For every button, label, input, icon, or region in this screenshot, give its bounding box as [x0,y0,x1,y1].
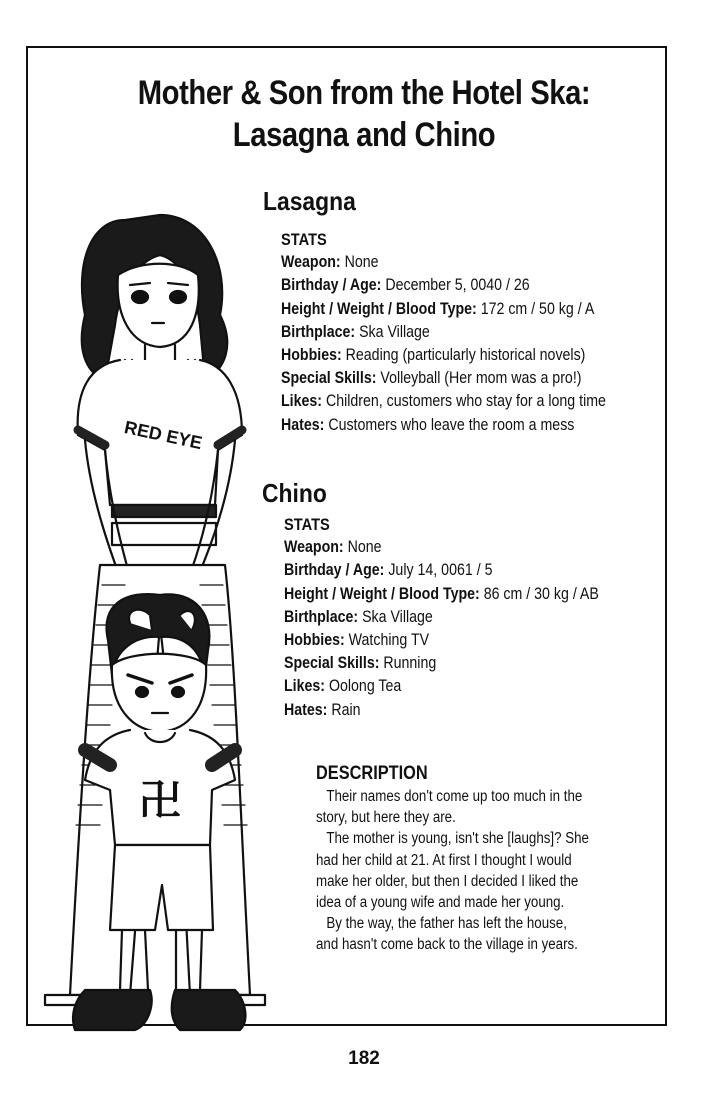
stat-value: Oolong Tea [325,677,402,696]
stat-value: Rain [327,700,361,719]
stat-label: Weapon: [284,538,344,557]
stat-label: Special Skills: [284,654,380,673]
stat-row [281,390,606,413]
lasagna-stats-heading: STATS [281,230,327,249]
stat-value: Volleyball (Her mom was a pro!) [376,369,582,388]
stat-label: Special Skills: [281,369,377,388]
boy-shirt-glyph: 卍 [138,776,182,825]
description-block [316,762,608,956]
stat-row [284,559,599,582]
stat-value: None [340,253,379,272]
stat-value: Running [379,654,437,673]
chino-stats-heading: STATS [284,515,330,534]
stat-row [281,367,606,390]
stat-label: Hobbies: [284,631,345,650]
stat-row [284,699,599,722]
stat-value: Watching TV [344,631,430,650]
title-line-1: Mother & Son from the Hotel Ska: [137,74,591,112]
stat-row [284,652,599,675]
chino-name: Chino [262,478,327,508]
page-number: 182 [348,1048,380,1069]
stat-row [284,629,599,652]
stat-value: Ska Village [358,607,433,626]
stat-label: Birthplace: [284,607,359,626]
description-line: By the way, the father has left the house, [326,915,567,933]
chino-stats [284,513,599,722]
stat-value: Ska Village [355,322,430,341]
stat-label: Likes: [281,392,323,411]
stat-value: December 5, 0040 / 26 [381,276,530,295]
description-line: had her child at 21. At first I thought I would [316,851,572,869]
page-title [51,72,677,156]
stat-row [284,606,599,629]
stat-row [284,675,599,698]
title-line-2: Lasagna and Chino [232,116,496,154]
description-line: and hasn't come back to the village in years. [316,936,578,954]
stat-row [281,251,606,274]
description-line: story, but here they are. [316,809,456,827]
lasagna-name: Lasagna [263,186,356,216]
stat-label: Height / Weight / Blood Type: [281,299,477,318]
stat-label: Hates: [281,415,325,434]
stat-value: Children, customers who stay for a long time [322,392,606,411]
stat-label: Height / Weight / Blood Type: [284,584,480,603]
shirt-logo: RED EYE [122,417,204,454]
stat-value: 86 cm / 30 kg / AB [479,584,599,603]
stat-row [281,298,606,321]
stat-row [281,344,606,367]
stat-row [284,536,599,559]
lasagna-stats [281,228,606,437]
character-illustration [30,205,270,1035]
stat-label: Birthday / Age: [284,561,385,580]
stat-row [281,274,606,297]
stat-value: None [343,538,382,557]
description-line: Their names don't come up too much in the [326,788,583,805]
stat-value: Customers who leave the room a mess [324,415,575,434]
description-line: The mother is young, isn't she [laughs]? She [326,830,589,848]
stat-row [281,414,606,437]
stat-label: Hates: [284,700,328,719]
stat-value: July 14, 0061 / 5 [384,561,493,580]
stat-row [281,321,606,344]
stat-label: Likes: [284,677,326,696]
stat-label: Birthday / Age: [281,276,382,295]
stat-value: 172 cm / 50 kg / A [476,299,595,318]
stat-label: Weapon: [281,253,341,272]
description-line: idea of a young wife and made her young. [316,894,565,912]
stat-value: Reading (particularly historical novels) [341,346,586,365]
stat-row [284,583,599,606]
description-line: make her older, but then I decided I liked the [316,872,579,890]
description-heading: DESCRIPTION [316,763,428,784]
stat-label: Hobbies: [281,346,342,365]
stat-label: Birthplace: [281,322,356,341]
